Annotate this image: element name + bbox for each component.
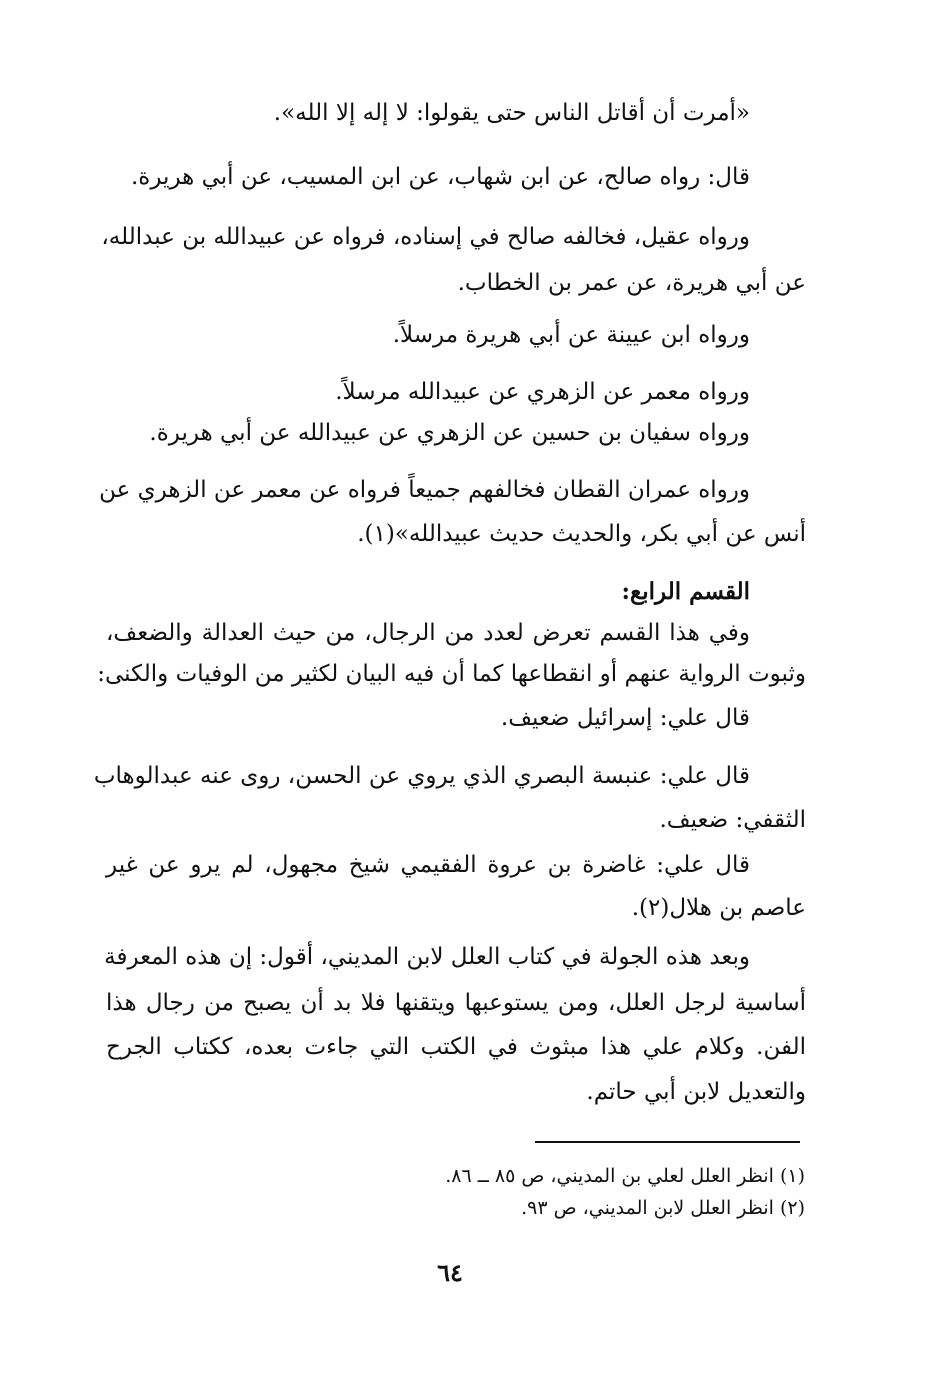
footnote-separator xyxy=(535,1141,800,1143)
text-line: وثبوت الرواية عنهم أو انقطاعها كما أن فيه البيان لكثير من الوفيات والكنى: xyxy=(97,661,806,687)
text-line: وبعد هذه الجولة في كتاب العلل لابن المديني، أقول: إن هذه المعرفة xyxy=(104,944,750,970)
text-line: قال علي: عنبسة البصري الذي يروي عن الحسن، روى عنه عبدالوهاب xyxy=(93,763,750,789)
footnotes xyxy=(300,1160,805,1224)
text-line: قال علي: غاضرة بن عروة الفقيمي شيخ مجهول، لم يرو عن غير xyxy=(106,852,750,878)
text-line: ورواه سفيان بن حسين عن الزهري عن عبيدالله عن أبي هريرة. xyxy=(149,420,750,446)
footnote-item: (٢) انظر العلل لابن المديني، ص ٩٣. xyxy=(521,1197,805,1219)
text-line: قال علي: إسرائيل ضعيف. xyxy=(500,705,750,731)
text-line: الفن. وكلام علي هذا مبثوث في الكتب التي جاءت بعده، ككتاب الجرح xyxy=(106,1034,806,1060)
text-line: قال: رواه صالح، عن ابن شهاب، عن ابن المسيب، عن أبي هريرة. xyxy=(130,164,750,190)
text-line: عاصم بن هلال(٢). xyxy=(631,895,806,921)
text-line: ورواه ابن عيينة عن أبي هريرة مرسلاً. xyxy=(392,322,750,348)
text-line: «أمرت أن أقاتل الناس حتى يقولوا: لا إله إلا الله». xyxy=(273,100,750,126)
text-line: عن أبي هريرة، عن عمر بن الخطاب. xyxy=(457,270,806,296)
text-line: ورواه عقيل، فخالفه صالح في إسناده، فرواه عن عبيدالله بن عبدالله، xyxy=(101,224,750,250)
text-line: ورواه عمران القطان فخالفهم جميعاً فرواه عن معمر عن الزهري عن xyxy=(99,477,750,503)
text-line: ورواه معمر عن الزهري عن عبيدالله مرسلاً. xyxy=(335,379,750,405)
section-heading: القسم الرابع: xyxy=(621,578,750,605)
text-line: أساسية لرجل العلل، ومن يستوعبها ويتقنها فلا بد أن يصبح من رجال هذا xyxy=(106,990,806,1016)
text-line: والتعديل لابن أبي حاتم. xyxy=(586,1079,806,1105)
text-line: الثقفي: ضعيف. xyxy=(659,807,806,833)
page-number: ٦٤ xyxy=(437,1258,463,1287)
footnote-item: (١) انظر العلل لعلي بن المديني، ص ٨٥ ــ ٨٦. xyxy=(445,1165,805,1187)
text-line: أنس عن أبي بكر، والحديث حديث عبيدالله»(١). xyxy=(357,521,806,547)
text-line: وفي هذا القسم تعرض لعدد من الرجال، من حيث العدالة والضعف، xyxy=(106,620,750,646)
